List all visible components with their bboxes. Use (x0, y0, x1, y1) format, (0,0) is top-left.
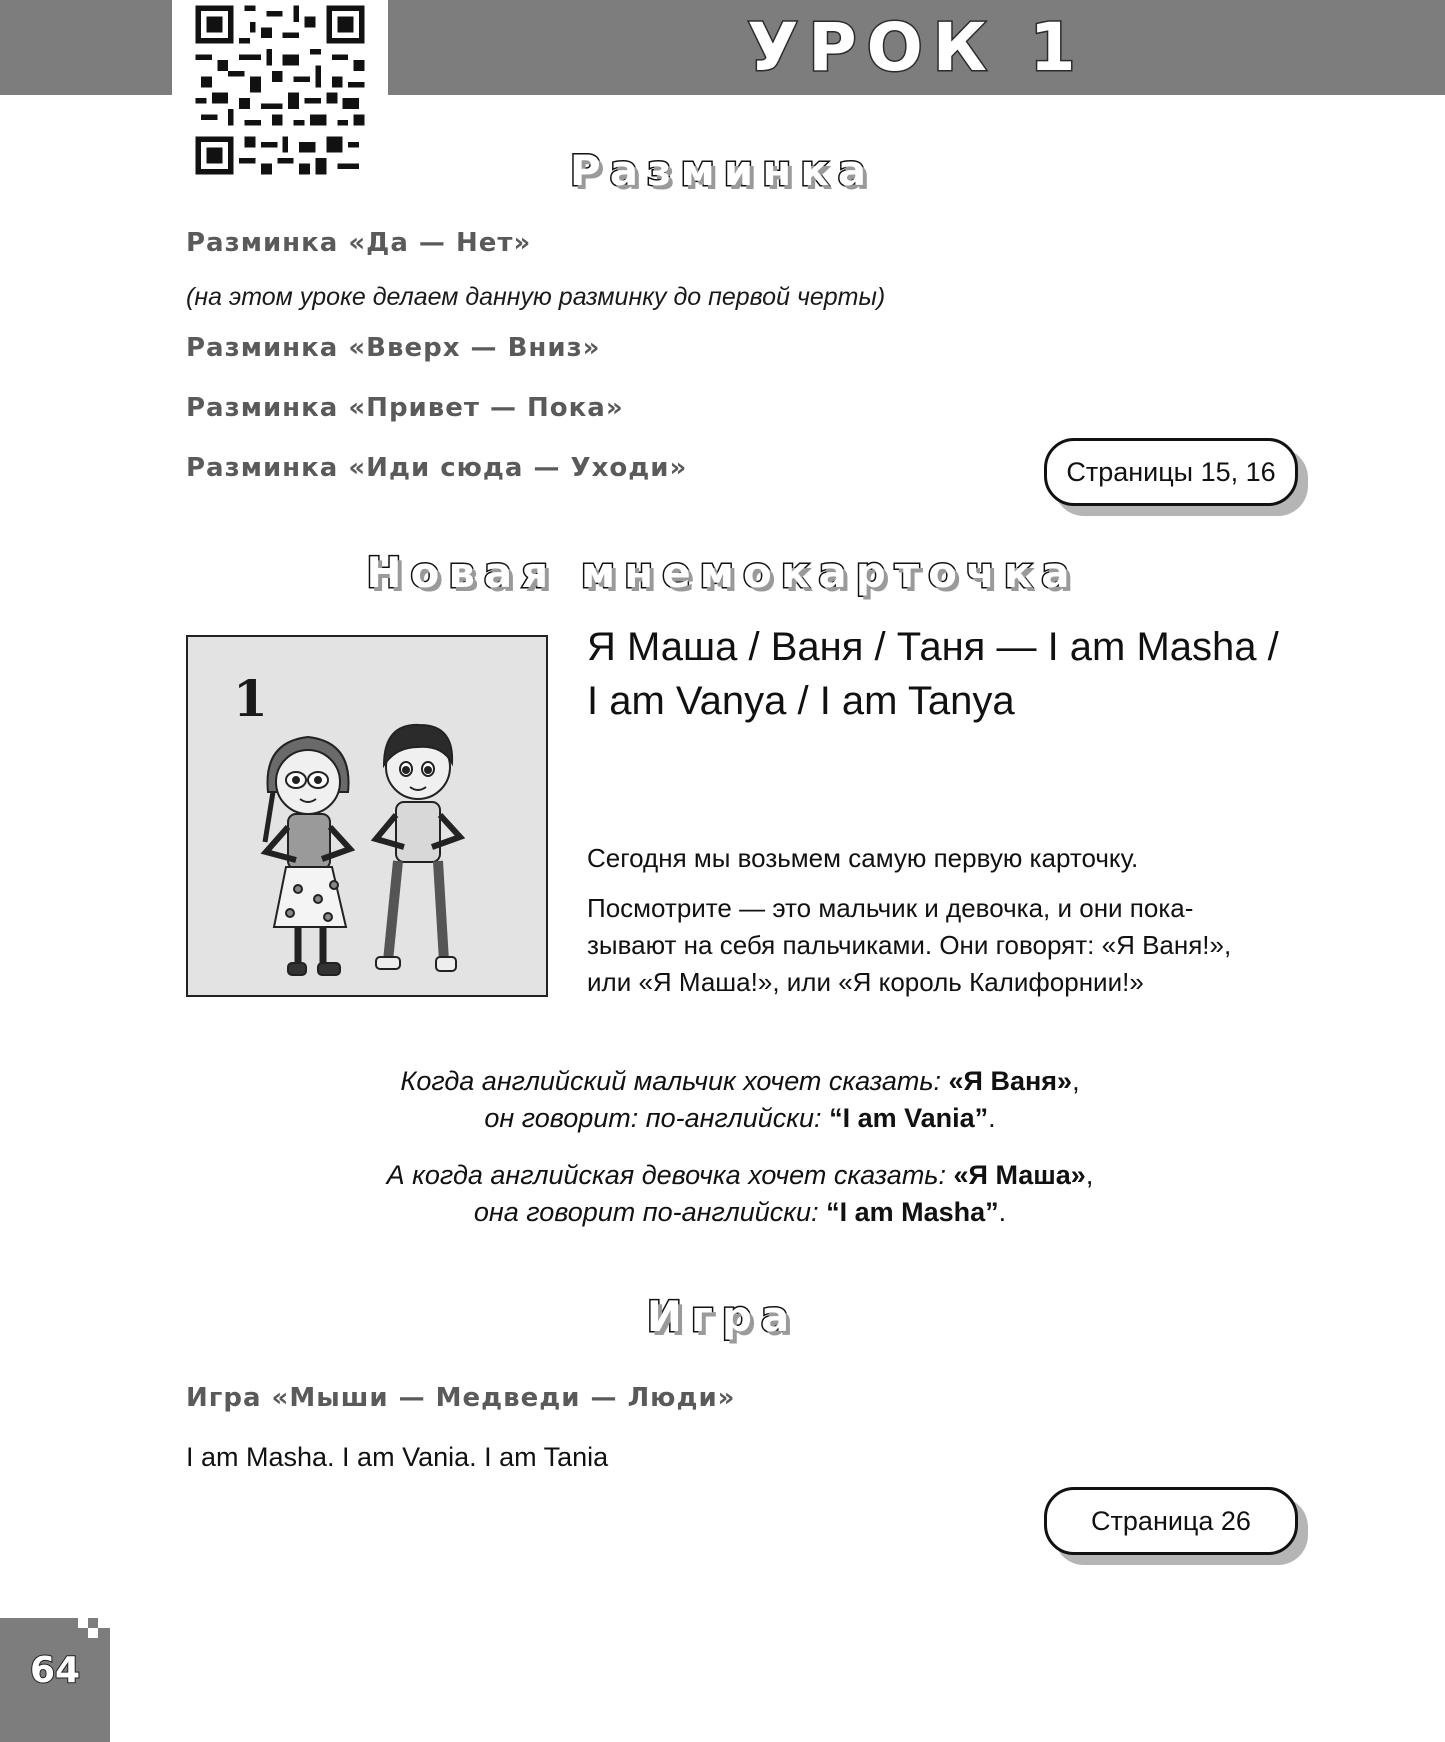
warmup-item-up-down: Разминка «Вверх — Вниз» (186, 333, 601, 363)
girl-example-line-1: А когда английская девочка хочет сказать: «Я Маша», (386, 1160, 1094, 1190)
boy-example (200, 1063, 1280, 1137)
pages-badge: Страницы 15, 16 (1044, 438, 1298, 506)
boy-example-line-1: Когда английский мальчик хочет сказать: «Я Ваня», (400, 1066, 1080, 1096)
description-line-2: зывают на себя пальчиками. Они говорят: «Я Ваня!», (587, 930, 1232, 960)
page-badge: Страница 26 (1044, 1487, 1298, 1555)
phrase-line-2: I am Vanya / I am Tanya (587, 679, 1015, 723)
girl-example-line-2: она говорит по-английски: “I am Masha”. (473, 1197, 1007, 1227)
lesson-title: УРОК 1 (747, 9, 1086, 86)
header-band-left (0, 0, 172, 95)
warmup-item-hello-bye: Разминка «Привет — Пока» (186, 393, 624, 423)
girl-example (200, 1157, 1280, 1231)
flashcard-image (186, 635, 548, 997)
description-paragraph (587, 890, 1307, 1001)
children-illustration (188, 637, 546, 995)
game-subtitle: Игра «Мыши — Медведи — Люди» (186, 1383, 736, 1413)
warmup-note: (на этом уроке делаем данную разминку до первой черты) (186, 283, 886, 311)
flashcard-section-title: Новая мнемокарточка (366, 548, 1079, 597)
warmup-item-yes-no: Разминка «Да — Нет» (186, 228, 532, 258)
description-line-3: или «Я Маша!», или «Я король Калифорнии!» (587, 967, 1144, 997)
description-line-1: Посмотрите — это мальчик и девочка, и они пока- (587, 893, 1194, 923)
phrase-line-1: Я Маша / Ваня / Таня — I am Masha / (587, 625, 1279, 669)
warmup-item-come-go: Разминка «Иди сюда — Уходи» (186, 453, 688, 483)
game-section-title: Игра (646, 1292, 799, 1341)
flashcard-phrase (587, 620, 1307, 728)
game-text: I am Masha. I am Vania. I am Tania (186, 1442, 609, 1472)
boy-example-line-2: он говорит: по-английски: “I am Vania”. (484, 1103, 996, 1133)
intro-paragraph: Сегодня мы возьмем самую первую карточку. (587, 843, 1139, 873)
corner-square-3 (98, 1618, 110, 1628)
corner-square-2 (88, 1628, 98, 1638)
warmup-section-title: Разминка (569, 146, 876, 195)
corner-square-1 (78, 1618, 88, 1628)
card-number: 1 (233, 669, 268, 728)
page-number: 64 (29, 1650, 81, 1691)
